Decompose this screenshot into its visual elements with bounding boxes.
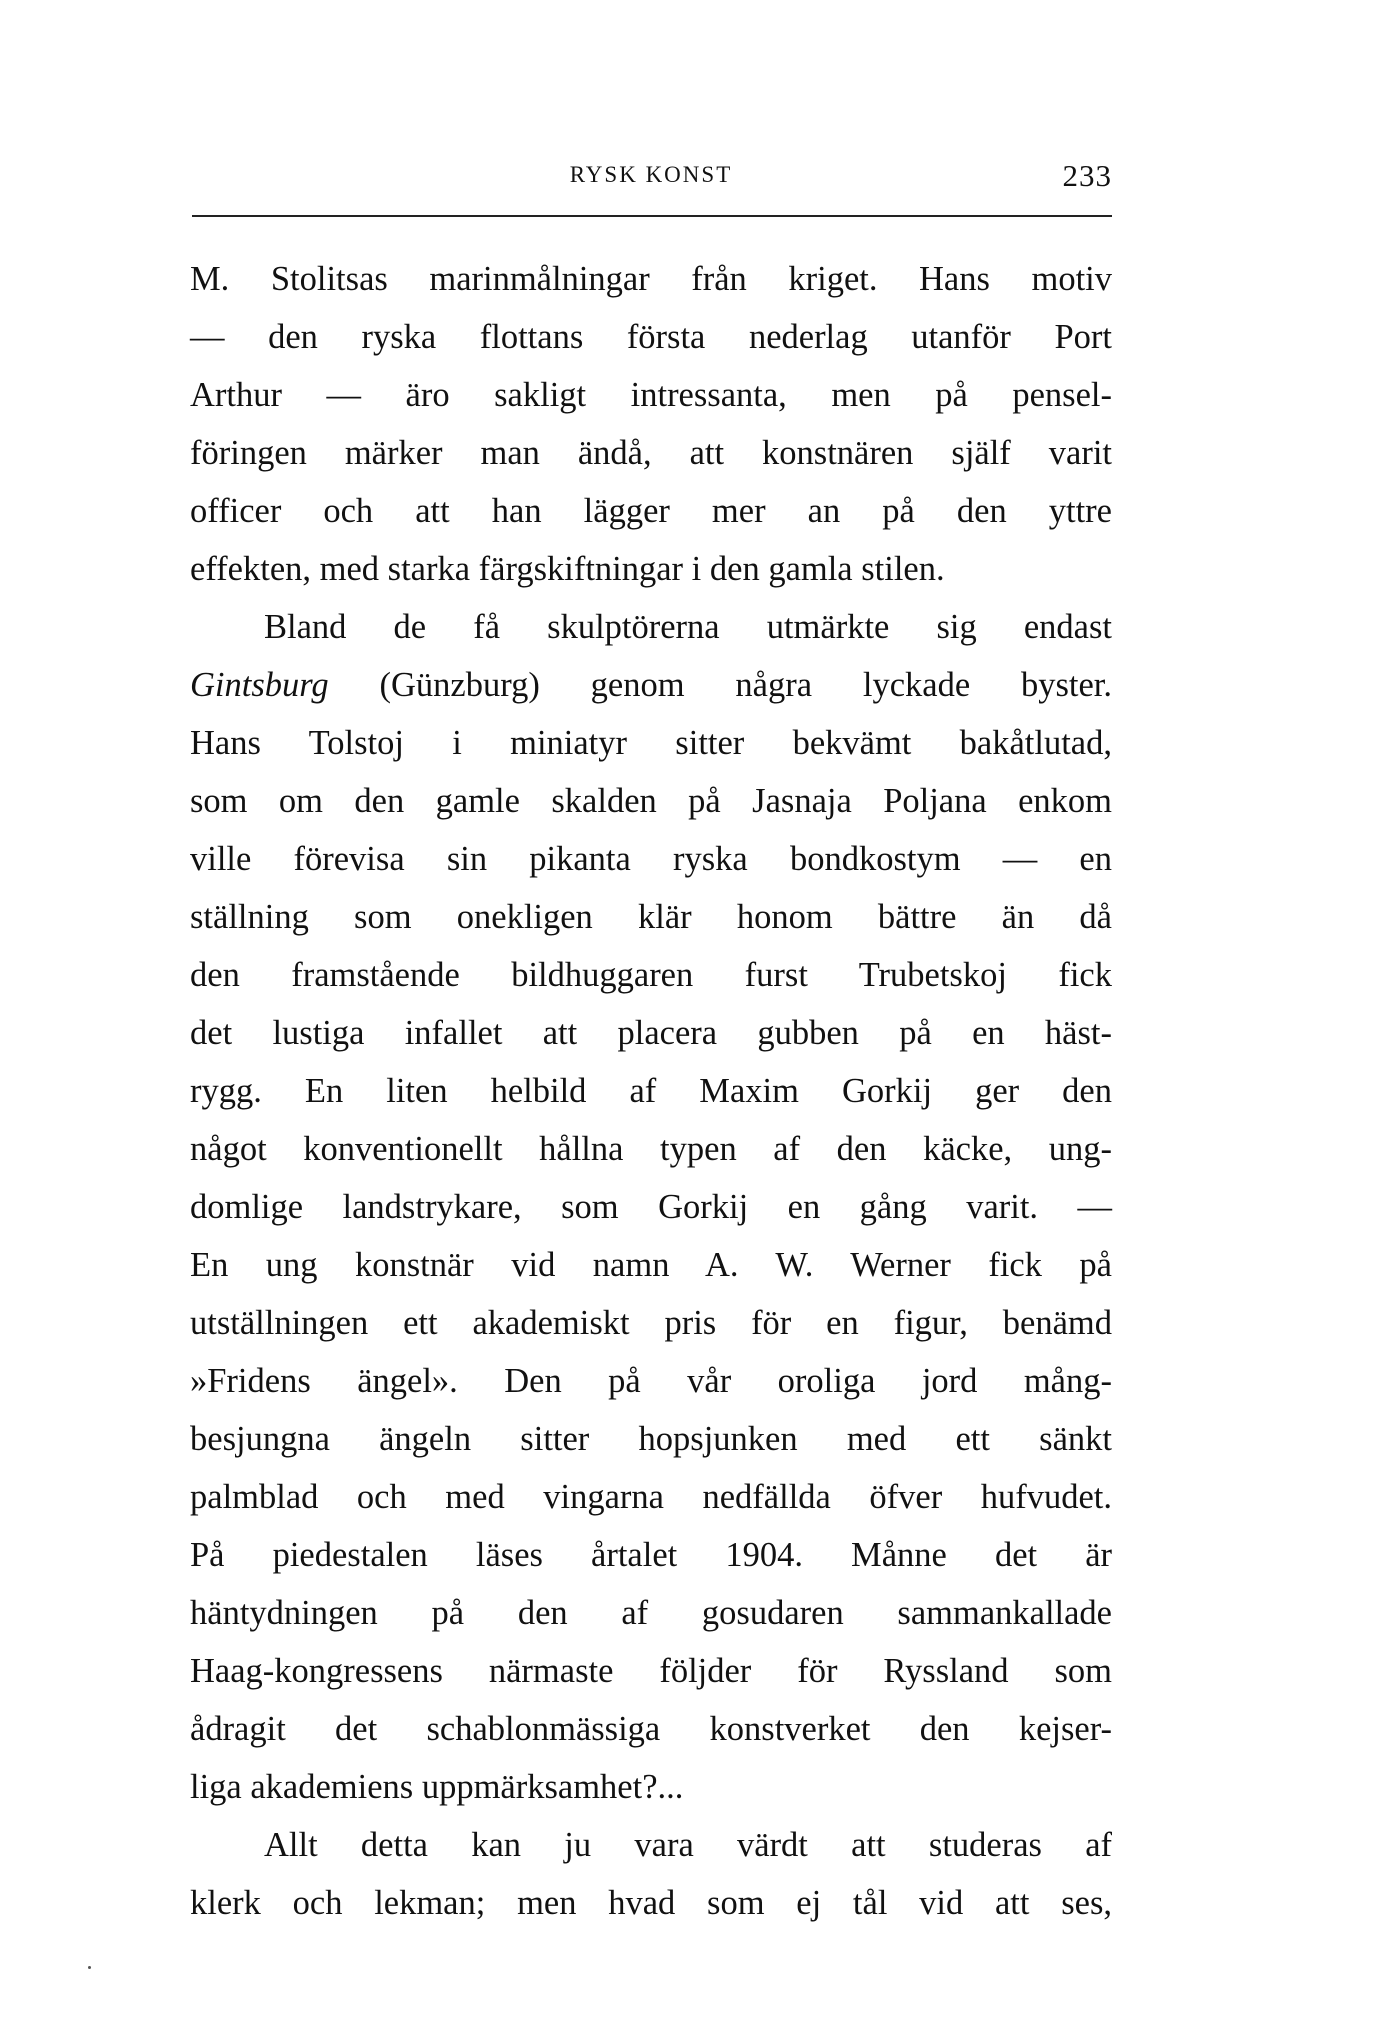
paragraph-start-line: Allt detta kan ju vara värdt att studeras af: [264, 1826, 1112, 1864]
running-title: RYSK KONST: [569, 162, 733, 187]
text-line: som om den gamle skalden på Jasnaja Poljana enkom: [190, 782, 1112, 820]
text-line: — den ryska flottans första nederlag utanför Port: [190, 318, 1112, 356]
text-line: utställningen ett akademiskt pris för en figur, benämd: [190, 1304, 1112, 1342]
text-line-rest: (Günzburg) genom några lyckade byster.: [379, 666, 1113, 704]
page-header: [190, 158, 1112, 198]
text-line: rygg. En liten helbild af Maxim Gorkij ger den: [190, 1072, 1112, 1110]
text-line: liga akademiens uppmärksamhet?...: [190, 1768, 684, 1806]
text-line: Arthur — äro sakligt intressanta, men på pensel-: [190, 376, 1112, 414]
text-line: det lustiga infallet att placera gubben på en häst-: [190, 1014, 1112, 1052]
text-line: Hans Tolstoj i miniatyr sitter bekvämt bakåtlutad,: [190, 724, 1112, 762]
text-line: officer och att han lägger mer an på den yttre: [190, 492, 1112, 530]
text-line: ådragit det schablonmässiga konstverket den kejser-: [190, 1710, 1112, 1748]
text-line: Haag-kongressens närmaste följder för Ryssland som: [190, 1652, 1112, 1690]
text-line: [190, 656, 1112, 714]
text-line: palmblad och med vingarna nedfällda öfver hufvudet.: [190, 1478, 1112, 1516]
text-line: häntydningen på den af gosudaren sammankallade: [190, 1594, 1112, 1632]
header-rule: [192, 215, 1112, 217]
text-line: klerk och lekman; men hvad som ej tål vid att ses,: [190, 1884, 1112, 1922]
text-line: något konventionellt hållna typen af den käcke, ung-: [190, 1130, 1112, 1168]
paragraph-start-line: Bland de få skulptörerna utmärkte sig endast: [264, 608, 1112, 646]
text-line: ställning som onekligen klär honom bättre än då: [190, 898, 1112, 936]
body-text: [190, 250, 1112, 1932]
page-number: 233: [1062, 158, 1112, 193]
text-line: föringen märker man ändå, att konstnären själf varit: [190, 434, 1112, 472]
italic-name: Gintsburg: [190, 666, 329, 704]
text-line: effekten, med starka färgskiftningar i den gamla stilen.: [190, 550, 945, 588]
text-line: M. Stolitsas marinmålningar från kriget. Hans motiv: [190, 260, 1112, 298]
text-line: »Fridens ängel». Den på vår oroliga jord mång-: [190, 1362, 1112, 1400]
text-line: En ung konstnär vid namn A. W. Werner fick på: [190, 1246, 1112, 1284]
print-speck: [88, 1966, 91, 1969]
text-line: På piedestalen läses årtalet 1904. Månne det är: [190, 1536, 1112, 1574]
text-line: besjungna ängeln sitter hopsjunken med ett sänkt: [190, 1420, 1112, 1458]
text-line: den framstående bildhuggaren furst Trubetskoj fick: [190, 956, 1112, 994]
text-line: ville förevisa sin pikanta ryska bondkostym — en: [190, 840, 1112, 878]
text-line: domlige landstrykare, som Gorkij en gång varit. —: [190, 1188, 1112, 1226]
